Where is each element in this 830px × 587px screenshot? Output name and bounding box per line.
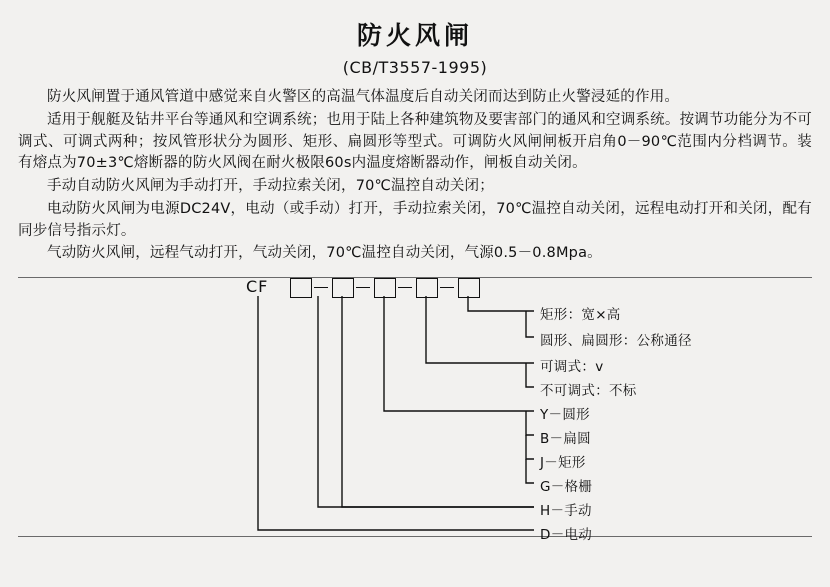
paragraph: 手动自动防火风闸为手动打开，手动拉索关闭，70℃温控自动关闭； (47, 178, 494, 194)
legend-item: 不可调式：不标 (540, 383, 637, 399)
standard-code: (CB/T3557-1995) (342, 58, 488, 77)
legend-item: 可调式：v (540, 359, 604, 375)
model-designation-diagram (18, 277, 812, 543)
paragraph: 适用于舰艇及钻井平台等通风和空调系统；也用于陆上各种建筑物及要害部门的通风和空调系统。按调节功能分为不可调式、可调式两种；按风管形状分为圆形、矩形、扁圆形等型式。可调防火风闸闸板开启角0－90℃范围内分档调节。装有熔点为70±3℃熔断器的防火风阀在耐火极限60s内温度熔断器动作，闸板自动关闭。 (18, 111, 812, 172)
paragraph: 电动防火风闸为电源DC24V，电动（或手动）打开，手动拉索关闭，70℃温控自动关闭，远程电动打开和关闭，配有同步信号指示灯。 (18, 200, 812, 239)
legend-item: D－电动 (540, 527, 593, 543)
legend-item: G－格栅 (540, 479, 593, 495)
legend-item: B－扁圆 (540, 431, 591, 447)
legend-item: 圆形、扁圆形：公称通径 (540, 333, 692, 349)
legend-item: 矩形：宽×高 (540, 307, 621, 323)
page-title: 防火风闸 (356, 21, 473, 50)
legend-item: Y－圆形 (540, 407, 590, 423)
paragraph: 气动防火风闸，远程气动打开，气动关闭，70℃温控自动关闭，气源0.5－0.8Mpa。 (47, 245, 602, 262)
diagram-prefix: CF (246, 277, 269, 296)
diagram-leader-lines-secondary (18, 277, 812, 537)
body-text (18, 87, 812, 265)
paragraph: 防火风闸置于通风管道中感觉来自火警区的高温气体温度后自动关闭而达到防止火警浸延的作用。 (47, 89, 680, 105)
legend-item: J－矩形 (540, 455, 586, 471)
legend-item: H－手动 (540, 503, 592, 519)
